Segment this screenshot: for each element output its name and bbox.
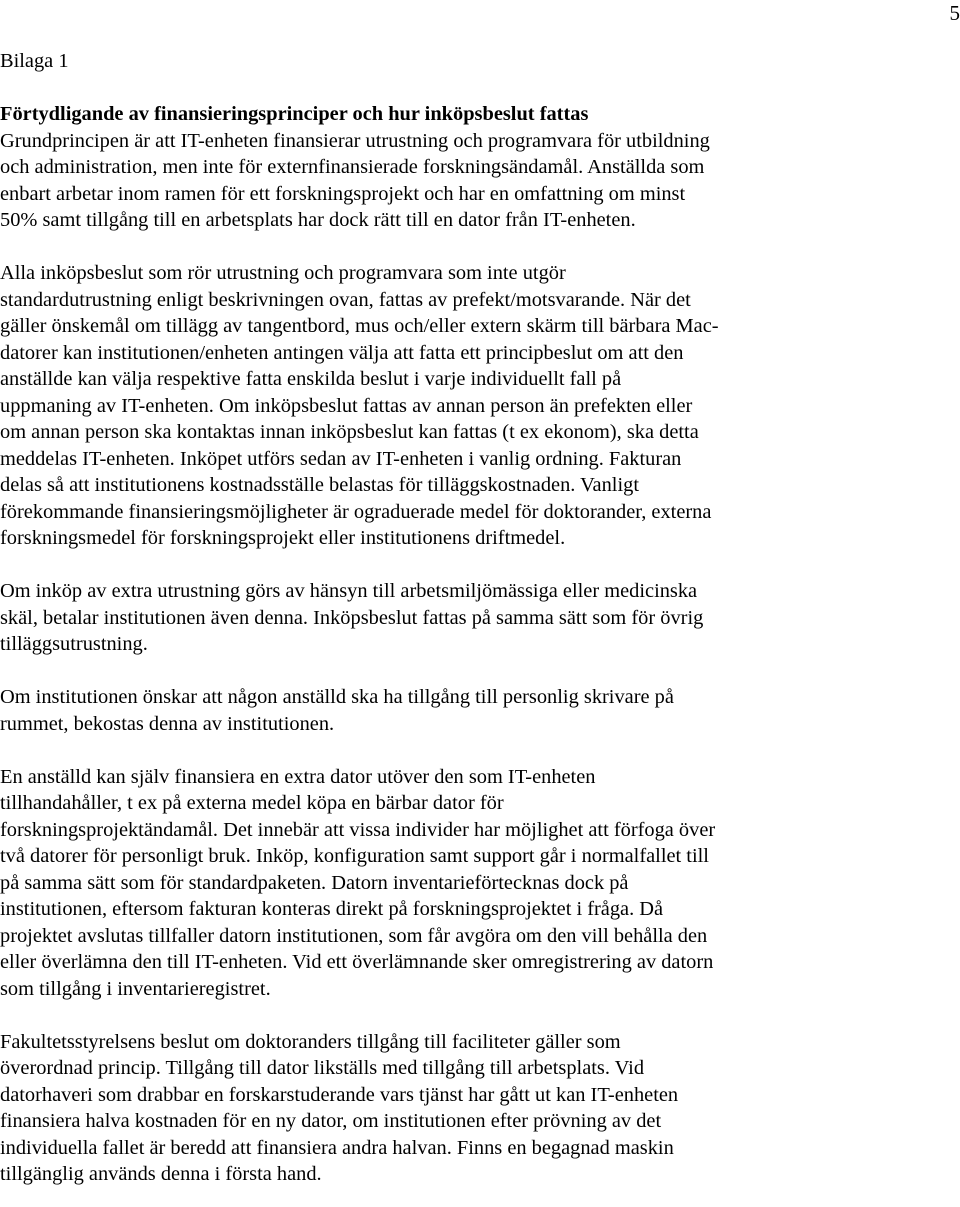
document-body xyxy=(0,48,960,1188)
paragraph-line: institutionen, eftersom fakturan konteras direkt på forskningsprojektet i fråga. Då xyxy=(0,898,664,920)
paragraphs xyxy=(0,128,960,1188)
paragraph-line: 50% samt tillgång till en arbetsplats har dock rätt till en dator från IT-enheten. xyxy=(0,209,636,231)
paragraph-line: gäller önskemål om tillägg av tangentbord, mus och/eller extern skärm till bärbara Mac- xyxy=(0,315,719,337)
paragraph xyxy=(0,578,960,658)
paragraph-line: anställde kan välja respektive fatta enskilda beslut i varje individuellt fall på xyxy=(0,368,622,390)
paragraph-line: datorer kan institutionen/enheten antingen välja att fatta ett principbeslut om att den xyxy=(0,341,684,364)
paragraph-line: Om institutionen önskar att någon anställd ska ha tillgång till personlig skrivare på xyxy=(0,686,674,708)
paragraph-line: Alla inköpsbeslut som rör utrustning och programvara som inte utgör xyxy=(0,262,566,284)
paragraph-line: tillgänglig används denna i första hand. xyxy=(0,1163,322,1185)
paragraph xyxy=(0,764,960,1003)
paragraph-line: rummet, bekostas denna av institutionen. xyxy=(0,712,335,735)
paragraph-line: om annan person ska kontaktas innan inköpsbeslut kan fattas (t ex ekonom), ska detta xyxy=(0,421,699,443)
paragraph-line: och administration, men inte för externfinansierade forskningsändamål. Anställda som xyxy=(0,156,705,178)
paragraph-line: forskningsmedel för forskningsprojekt eller institutionens driftmedel. xyxy=(0,527,566,549)
paragraph-line: delas så att institutionens kostnadsställe belastas för tilläggskostnaden. Vanligt xyxy=(0,474,639,496)
paragraph-line: finansiera halva kostnaden för en ny dator, om institutionen efter prövning av det xyxy=(0,1110,662,1132)
paragraph-line: individuella fallet är beredd att finansiera andra halvan. Finns en begagnad maskin xyxy=(0,1136,674,1159)
paragraph-line: Om inköp av extra utrustning görs av hänsyn till arbetsmiljömässiga eller medicinska xyxy=(0,580,698,602)
paragraph xyxy=(0,684,960,737)
page-number: 5 xyxy=(949,1,960,25)
paragraph-line: meddelas IT-enheten. Inköpet utförs sedan av IT-enheten i vanlig ordning. Fakturan xyxy=(0,447,682,470)
paragraph-line: standardutrustning enligt beskrivningen ovan, fattas av prefekt/motsvarande. När det xyxy=(0,288,691,311)
paragraph-line: uppmaning av IT-enheten. Om inköpsbeslut fattas av annan person än prefekten eller xyxy=(0,394,693,417)
paragraph-line: överordnad princip. Tillgång till dator likställs med tillgång till arbetsplats. Vid xyxy=(0,1057,645,1079)
paragraph-line: tillhandahåller, t ex på externa medel köpa en bärbar dator för xyxy=(0,792,504,814)
paragraph xyxy=(0,1029,960,1188)
paragraph-line: Fakultetsstyrelsens beslut om doktoranders tillgång till faciliteter gäller som xyxy=(0,1030,621,1053)
paragraph-line: eller överlämna den till IT-enheten. Vid ett överlämnande sker omregistrering av datorn xyxy=(0,951,714,973)
paragraph-line: förekommande finansieringsmöjligheter är ograduerade medel för doktorander, externa xyxy=(0,500,712,523)
paragraph-line: forskningsprojektändamål. Det innebär att vissa individer har möjlighet att förfoga över xyxy=(0,818,716,841)
section-heading: Förtydligande av finansieringsprinciper och hur inköpsbeslut fattas xyxy=(0,103,589,125)
paragraph-line: två datorer för personligt bruk. Inköp, konfiguration samt support går i normalfallet till xyxy=(0,845,709,867)
paragraph-line: En anställd kan själv finansiera en extra dator utöver den som IT-enheten xyxy=(0,765,596,788)
paragraph-line: enbart arbetar inom ramen för ett forskningsprojekt och har en omfattning om minst xyxy=(0,182,686,205)
paragraph-line: projektet avslutas tillfaller datorn institutionen, som får avgöra om den vill behålla den xyxy=(0,924,708,947)
paragraph-line: som tillgång i inventarieregistret. xyxy=(0,977,271,1000)
paragraph-line: Grundprincipen är att IT-enheten finansierar utrustning och programvara för utbildning xyxy=(0,129,710,152)
paragraph-line: datorhaveri som drabbar en forskarstuderande vars tjänst har gått ut kan IT-enheten xyxy=(0,1083,679,1106)
paragraph-line: skäl, betalar institutionen även denna. Inköpsbeslut fattas på samma sätt som för övrig xyxy=(0,606,704,629)
paragraph-line: på samma sätt som för standardpaketen. Datorn inventarieförtecknas dock på xyxy=(0,871,629,894)
appendix-label: Bilaga 1 xyxy=(0,50,69,72)
paragraph xyxy=(0,128,960,234)
paragraph xyxy=(0,260,960,552)
paragraph-line: tilläggsutrustning. xyxy=(0,633,148,655)
